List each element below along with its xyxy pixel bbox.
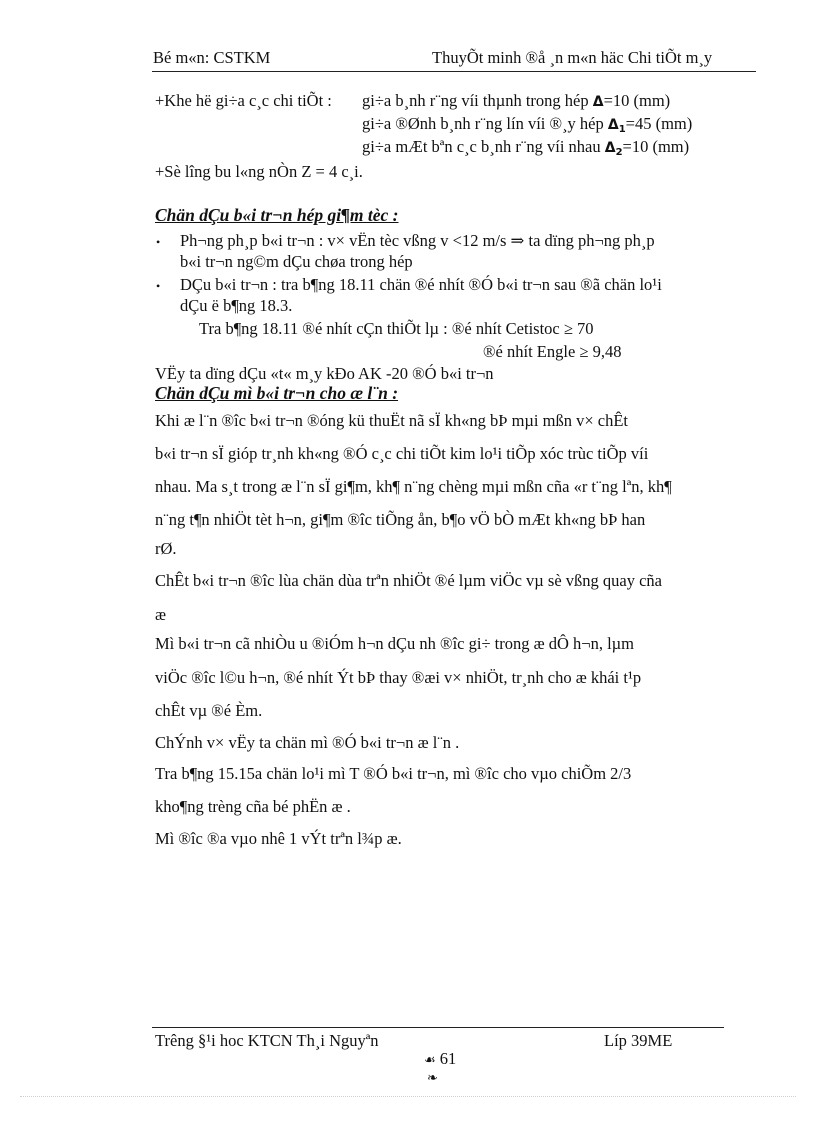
delta-symbol: Δ xyxy=(592,94,604,110)
header-subject: Bé m«n: CSTKM xyxy=(153,48,271,67)
page-edge-divider xyxy=(20,1096,796,1097)
viscosity-engle: ®é nhít Engle ≥ 9,48 xyxy=(483,342,622,361)
lubrication-method-line-2: b«i tr¬n ng©m dÇu chøa trong hép xyxy=(180,252,413,271)
lubrication-method-line-1: Ph¬ng ph¸p b«i tr¬n : v× vËn tèc vßng v <12 m/s ⇒ ta dïng ph¬ng ph¸p xyxy=(180,231,655,250)
paragraph-line: ChÊt b«i tr¬n ®îc lùa chän dùa trªn nhiÖt ®é lµm viÖc vµ sè vßng quay cña xyxy=(155,571,663,590)
gap-line-2: gi÷a ®Ønh b¸nh r¨ng lín víi ®¸y hép $\Delta_1=45$ (mm) xyxy=(362,114,693,135)
bullet-icon: • xyxy=(156,279,161,293)
paragraph-line: ChÝnh v× vËy ta chän mì ®Ó b«i tr¬n æ l¨n . xyxy=(155,733,460,752)
gap-line-1: gi÷a b¸nh r¨ng víi thµnh trong hép Δ=10 (mm) xyxy=(362,91,671,110)
floral-ornament-icon: ☙ xyxy=(424,1053,436,1068)
header-divider xyxy=(152,71,756,72)
paragraph-line: viÖc ®îc l©u h¬n, ®é nhít Ýt bÞ thay ®æi v× nhiÖt, tr¸nh cho æ khái t¹p xyxy=(155,668,642,687)
paragraph-line: b«i tr¬n sÏ gióp tr¸nh kh«ng ®Ó c¸c chi tiÕt kim lo¹i tiÕp xóc trùc tiÕp víi xyxy=(155,444,649,463)
paragraph-line: n¨ng t¶n nhiÖt tèt h¬n, gi¶m ®îc tiÕng ån, b¶o vÖ bÒ mÆt kh«ng bÞ han xyxy=(155,510,646,529)
paragraph-line: Khi æ l¨n ®îc b«i tr¬n ®óng kü thuËt nã sÏ kh«ng bÞ mµi mßn v× chÊt xyxy=(155,411,628,430)
page-number: ☙ 61 xyxy=(424,1049,457,1068)
paragraph-line: Mì b«i tr¬n cã nhiÒu u ®iÓm h¬n dÇu nh ®îc gi÷ trong æ dÔ h¬n, lµm xyxy=(155,634,634,653)
footer-school: Trêng §¹i hoc KTCN Th¸i Nguyªn xyxy=(155,1031,379,1050)
bullet-icon: • xyxy=(156,235,161,249)
paragraph-line: æ xyxy=(155,605,167,624)
paragraph-line: Mì ®îc ®a vµo nhê 1 vÝt trªn l¾p æ. xyxy=(155,829,402,848)
paragraph-line: rØ. xyxy=(155,539,177,558)
gap-line-3: gi÷a mÆt bªn c¸c b¸nh r¨ng víi nhau $\Delta_2=10$ (mm) xyxy=(362,137,690,158)
section-heading-bearing-grease: Chän dÇu mì b«i tr¬n cho æ l¨n : xyxy=(155,383,399,403)
viscosity-cetistoc: Tra b¶ng 18.11 ®é nhít cÇn thiÕt lµ : ®é nhít Cetistoc ≥ 70 xyxy=(199,319,594,338)
paragraph-line: chÊt vµ ®é Èm. xyxy=(155,701,263,720)
delta-symbol: Δ xyxy=(607,117,619,133)
section-heading-gearbox-oil: Chän dÇu b«i tr¬n hép gi¶m tèc : xyxy=(155,205,399,225)
bolt-count: +Sè lîng bu l«ng nÒn Z = 4 c¸i. xyxy=(155,162,363,181)
header-document-title: ThuyÕt minh ®å ¸n m«n häc Chi tiÕt m¸y xyxy=(432,48,713,67)
paragraph-line: Tra b¶ng 15.15a chän lo¹i mì T ®Ó b«i tr¬n, mì ®îc cho vµo chiÕm 2/3 xyxy=(155,764,632,783)
paragraph-line: nhau. Ma s¸t trong æ l¨n sÏ gi¶m, kh¶ n¨ng chèng mµi mßn cña «r t¨ng lªn, kh¶ xyxy=(155,477,672,496)
delta-symbol: Δ xyxy=(604,140,616,156)
footer-class: Líp 39ME xyxy=(604,1031,673,1050)
floral-ornament-icon: ❧ xyxy=(427,1071,438,1086)
oil-conclusion: VËy ta dïng dÇu «t« m¸y kÐo AK -20 ®Ó b«i tr¬n xyxy=(155,364,494,383)
oil-selection-line-1: DÇu b«i tr¬n : tra b¶ng 18.11 chän ®é nhít ®Ó b«i tr¬n sau ®ã chän lo¹i xyxy=(180,275,662,294)
paragraph-line: kho¶ng trèng cña bé phËn æ . xyxy=(155,797,351,816)
oil-selection-line-2: dÇu ë b¶ng 18.3. xyxy=(180,296,293,315)
gap-label: +Khe hë gi÷a c¸c chi tiÕt : xyxy=(155,91,332,110)
footer-divider xyxy=(152,1027,724,1028)
